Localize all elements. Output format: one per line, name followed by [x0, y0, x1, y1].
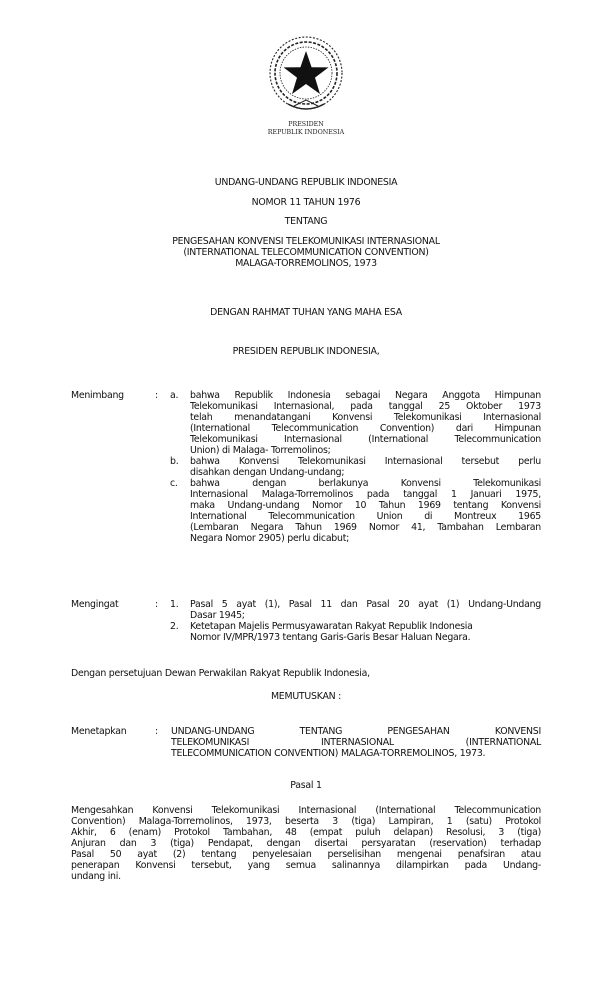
tentang-heading: TENTANG: [284, 216, 328, 227]
pasal-1-heading: Pasal 1: [290, 780, 322, 791]
pasal-1-body: Mengesahkan Konvensi Telekomunikasi Internasional (International Telecommunication Convention) Malaga-Torremolinos, 1973, beserta 3 (tiga) Lampiran, 1 (satu) Protokol Akhir, 6 (enam) Protokol Tambahan, 48 (empat puluh delapan) Resolusi, 3 (tiga) Anjuran dan 3 (tiga) Pendapat, dengan disertai persyaratan (reservation) terhadap Pasal 50 ayat (2) tentang penyelesaian perselisihan mengenai penafsiran atau penerapan Konvensi tersebut, yang semua salinannya dilampirkan pada Undang- undang ini.: [71, 805, 541, 882]
emblem-caption-presiden: PRESIDEN: [288, 121, 324, 128]
item-marker: b.: [170, 456, 179, 467]
item-text: bahwa Konvensi Telekomunikasi Internasional tersebut perlu disahkan dengan Undang-undang;: [190, 456, 541, 478]
item-text: Ketetapan Majelis Permusyawaratan Rakyat Republik Indonesia Nomor IV/MPR/1973 tentang Garis-Garis Besar Haluan Negara.: [190, 621, 473, 643]
item-text: bahwa Republik Indonesia sebagai Negara Anggota Himpunan Telekomunikasi Internasional, pada tanggal 25 Oktober 1973 telah menandatangani Konvensi Telekomunikasi Internasional (International Telecommunication Convention) dari Himpunan Telekomunikasi Internasional (International Telecommunication Union) di Malaga- Torremolinos;: [190, 390, 541, 456]
menetapkan-text: UNDANG-UNDANG TENTANG PENGESAHAN KONVENSI TELEKOMUNIKASI INTERNASIONAL (INTERNATIONAL TELECOMMUNICATION CONVENTION) MALAGA-TORREMOLINOS, 1973.: [171, 726, 541, 759]
menimbang-label: Menimbang: [71, 390, 124, 401]
memutuskan-heading: MEMUTUSKAN :: [270, 691, 342, 702]
item-marker: 1.: [170, 599, 179, 610]
subject-line-1: PENGESAHAN KONVENSI TELEKOMUNIKASI INTERNASIONAL: [172, 236, 440, 247]
persetujuan-statement: Dengan persetujuan Dewan Perwakilan Rakyat Republik Indonesia,: [71, 668, 370, 679]
item-text: Pasal 5 ayat (1), Pasal 11 dan Pasal 20 ayat (1) Undang-Undang Dasar 1945;: [190, 599, 541, 621]
emblem-caption-republik: REPUBLIK INDONESIA: [267, 129, 345, 136]
menetapkan-label: Menetapkan: [71, 726, 127, 737]
item-marker: c.: [170, 478, 178, 489]
subject-line-2: (INTERNATIONAL TELECOMMUNICATION CONVENTION): [183, 247, 429, 258]
item-marker: 2.: [170, 621, 179, 632]
menimbang-colon: :: [155, 390, 158, 401]
issuer: PRESIDEN REPUBLIK INDONESIA,: [232, 346, 380, 357]
invocation: DENGAN RAHMAT TUHAN YANG MAHA ESA: [210, 307, 402, 318]
mengingat-label: Mengingat: [71, 599, 119, 610]
mengingat-colon: :: [155, 599, 158, 610]
menetapkan-colon: :: [155, 726, 158, 737]
presidential-emblem-icon: [266, 34, 346, 114]
item-marker: a.: [170, 390, 179, 401]
law-number-heading: NOMOR 11 TAHUN 1976: [251, 197, 361, 208]
subject-line-3: MALAGA-TORREMOLINOS, 1973: [235, 258, 377, 269]
law-type-heading: UNDANG-UNDANG REPUBLIK INDONESIA: [214, 177, 398, 188]
item-text: bahwa dengan berlakunya Konvensi Telekomunikasi Internasional Malaga-Torremolinos pada tanggal 1 Januari 1975, maka Undang-undang Nomor 10 Tahun 1969 tentang Konvensi International Telecommunication Union di Montreux 1965 (Lembaran Negara Tahun 1969 Nomor 41, Tambahan Lembaran Negara Nomor 2905) perlu dicabut;: [190, 478, 541, 544]
